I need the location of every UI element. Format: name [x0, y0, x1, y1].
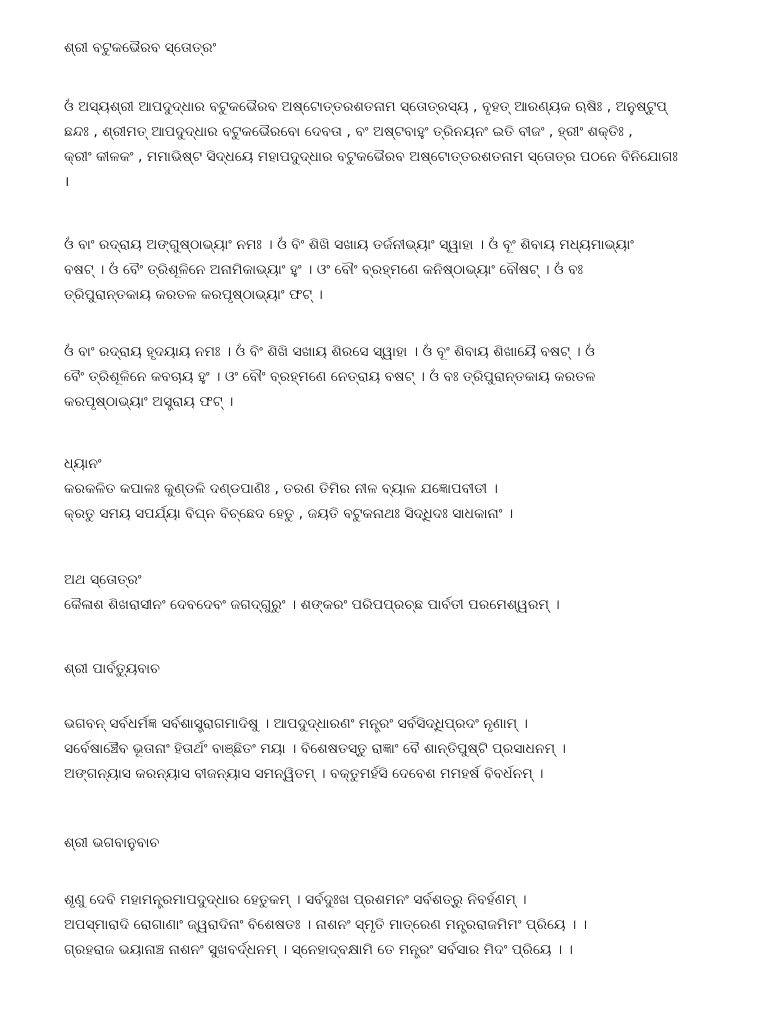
document-title-block: [64, 36, 724, 61]
bhagavan-verse-line-2: ଅପସ୍ମାରାଦି ରୋଗାଣାଂ ଜ୍ୱରାଦିନାଂ ବିଶେଷତଃ । ନାଶନଂ ସ୍ମୃତି ମାତ୍ରେଣ ମନ୍ତ୍ରରାଜମିମଂ ପ୍ରିୟେ । ।: [64, 917, 588, 933]
hridayadinyasa-line-2: ବୈଂ ତ୍ରିଶୂଳିନେ କବଚାୟ ହୁଂ । ଓଂ ବୌଂ ବ୍ରହ୍ମଣେ ନେତ୍ରାୟ ବଷଟ୍ । ଓଁ ବଃ ତ୍ରିପୁରାନ୍ତକାୟ କରତଳ: [64, 369, 596, 385]
parvati-verse-line-2: ସର୍ବେଷାଞ୍ଚୈବ ଭୂତାନାଂ ହିତାର୍ଥଂ ବାଞ୍ଛିତଂ ମୟା । ବିଶେଷତସ୍ତୁ ରାଜ୍ଞାଂ ବୈ ଶାନ୍ତିପୁଷ୍ଟି ପ୍ରସାଧନମ୍ ।: [64, 741, 566, 757]
bhagavan-uvacha-verses: [64, 888, 724, 963]
parvati-verse-line-3: ଅଙ୍ଗନ୍ୟାସ କରନ୍ୟାସ ବୀଜନ୍ୟାସ ସମନ୍ୱିତମ୍ । ବକ୍ତୁମର୍ହସି ଦେବେଶ ମମହର୍ଷ ବିବର୍ଧନମ୍ ।: [64, 766, 544, 782]
bhagavan-uvacha-heading-block: [64, 831, 724, 856]
viniyoga-paragraph: [64, 95, 724, 195]
viniyoga-line-1: ଓଁ ଅସ୍ୟଶ୍ରୀ ଆପଦୁଦ୍ଧାର ବଟୁକଭୈରବ ଅଷ୍ଟୋତ୍ତରଶତନାମ ସ୍ତୋତ୍ରସ୍ୟ , ବୃହତ୍ ଆରଣ୍ୟକ ଋଷିଃ , ଅନୁଷ୍ଟୁପ୍: [64, 99, 667, 115]
hridayadinyasa-line-1: ଓଁ ବାଂ ରଦ୍ରାୟ ହୃଦୟାୟ ନମଃ । ଓଁ ବିଂ ଶିଖି ସଖାୟ ଶିରସେ ସ୍ୱାହା । ଓଁ ବୂଂ ଶିବାୟ ଶିଖାୟୈ ବଷଟ୍ । ଓଁ: [64, 344, 595, 360]
dhyanam-line-1: କରକଳିତ କପାଳଃ କୁଣ୍ଡଳି ଦଣ୍ଡପାଣିଃ , ତରଣ ତିମିର ନୀଳ ବ୍ୟାଳ ଯଜ୍ଞୋପବୀତୀ ।: [64, 481, 498, 497]
karanyasa-line-1: ଓଁ ବାଂ ରଦ୍ରାୟ ଅଙ୍ଗୁଷ୍ଠାଭ୍ୟାଂ ନମଃ । ଓଁ ବିଂ ଶିଖି ସଖାୟ ତର୍ଜନୀଭ୍ୟାଂ ସ୍ୱାହା । ଓଁ ବୂଂ ଶିବାୟ ମଧ୍ୟମାଭ୍ୟାଂ: [64, 237, 634, 253]
viniyoga-line-4: ।: [64, 174, 70, 190]
karanyasa-line-2: ବଷଟ୍ । ଓଁ ବୈଂ ତ୍ରିଶୂଳିନେ ଅନାମିକାଭ୍ୟାଂ ହୁଂ । ଓଂ ବୌଂ ବ୍ରହ୍ମଣେ କନିଷ୍ଠାଭ୍ୟାଂ ବୌଷଟ୍ । ଓଁ ବଃ: [64, 262, 584, 278]
atha-stotram-section: [64, 568, 724, 618]
dhyanam-section: [64, 452, 724, 527]
viniyoga-line-2: ଛନ୍ଦଃ , ଶ୍ରୀମତ୍ ଆପଦୁଦ୍ଧାର ବଟୁକଭୈରବୋ ଦେବତା , ବଂ ଅଷ୍ଟବାହୁଂ ତ୍ରିନୟନଂ ଇତି ବୀଜଂ , ହ୍ରୀଂ ଶକ୍ତିଃ ,: [64, 124, 633, 140]
document-title: ଶ୍ରୀ ବଟୁକଭୈରବ ସ୍ତୋତ୍ରଂ: [64, 40, 217, 56]
parvati-uvacha-heading: ଶ୍ରୀ ପାର୍ବତ୍ୟୁବାଚ: [64, 661, 160, 677]
karanyasa-line-3: ତ୍ରିପୁରାନ୍ତକାୟ କରତଳ କରପୃଷ୍ଠାଭ୍ୟାଂ ଫଟ୍ ।: [64, 287, 323, 303]
bhagavan-uvacha-heading: ଶ୍ରୀ ଭଗବାନୁବାଚ: [64, 835, 160, 851]
dhyanam-line-2: କ୍ରତୁ ସମୟ ସପର୍ଯ୍ୟା ବିଘ୍ନ ବିଚ୍ଛେଦ ହେତୁ , ଜୟତି ବଟୁକନାଥଃ ସିଦ୍ଧିଦଃ ସାଧକାନାଂ ।: [64, 506, 514, 522]
bhagavan-verse-line-3: ଗ୍ରହରାଜ ଭୟାନାଞ୍ଚ ନାଶନଂ ସୁଖବର୍ଦ୍ଧନମ୍ । ସ୍ନେହାଦ୍ବକ୍ଷାମି ତେ ମନ୍ତ୍ରଂ ସର୍ବସାର ମିଦଂ ପ୍ରିୟେ । ।: [64, 942, 573, 958]
atha-stotram-line-1: କୈଳାଶ ଶିଖରାସୀନଂ ଦେବଦେବଂ ଜଗଦ୍ଗୁରୁଂ । ଶଙ୍କରଂ ପରିପପ୍ରଚ୍ଛ ପାର୍ବତୀ ପରମେଶ୍ୱରମ୍ ।: [64, 597, 560, 613]
bhagavan-verse-line-1: ଶୃଣୁ ଦେବି ମହାମନ୍ତ୍ରମାପଦୁଦ୍ଧାର ହେତୁକମ୍ । ସର୍ବଦୁଃଖ ପ୍ରଶମନଂ ସର୍ବଶତ୍ରୁ ନିବର୍ହଣମ୍ ।: [64, 892, 527, 908]
karanyasa-paragraph: [64, 233, 724, 308]
parvati-uvacha-heading-block: [64, 657, 724, 682]
atha-stotram-heading: ଅଥ ସ୍ତୋତ୍ରଂ: [64, 572, 142, 588]
hridayadinyasa-line-3: କରପୃଷ୍ଠାଭ୍ୟାଂ ଅସ୍ତ୍ରାୟ ଫଟ୍ ।: [64, 394, 234, 410]
parvati-verse-line-1: ଭଗବନ୍ ସର୍ବଧର୍ମଜ୍ଞ ସର୍ବଶାସ୍ତ୍ରାଗମାଦିଷୁ । ଆପଦୁଦ୍ଧାରଣଂ ମନ୍ତ୍ରଂ ସର୍ବସିଦ୍ଧିପ୍ରଦଂ ନୃଣାମ୍ ।: [64, 716, 528, 732]
viniyoga-line-3: କ୍ରୀଂ କୀଳକଂ , ମମାଭିଷ୍ଟ ସିଦ୍ଧୟେ ମହାପଦୁଦ୍ଧାର ବଟୁକଭୈରବ ଅଷ୍ଟୋତ୍ତରଶତନାମ ସ୍ତୋତ୍ର ପଠନେ ବିନିଯୋଗଃ: [64, 149, 678, 165]
hridayadinyasa-paragraph: [64, 340, 724, 415]
parvati-uvacha-verses: [64, 712, 724, 787]
dhyanam-heading: ଧ୍ୟାନଂ: [64, 456, 102, 472]
